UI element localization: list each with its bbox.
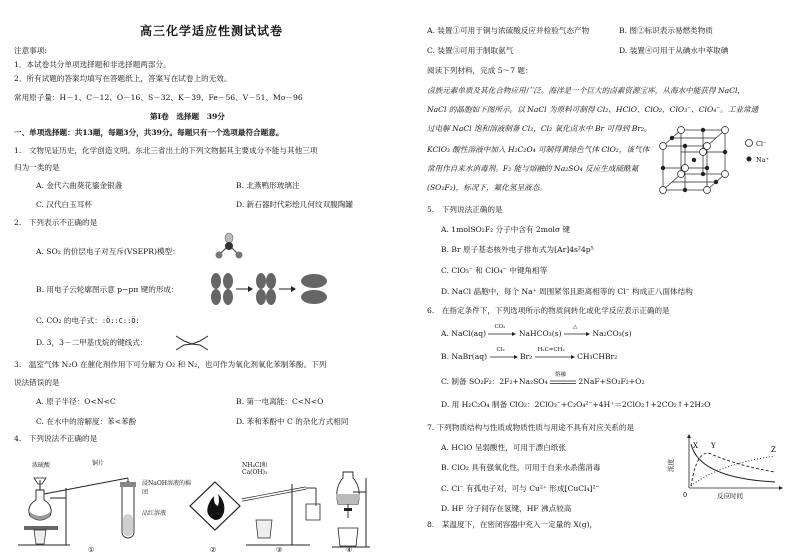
q8-stem: 8. 某温度下，在密闭容器中充入一定量的 X(g)， [427,520,598,529]
series-z-label: Z [771,446,776,454]
co2-electron-formula: :Ö::C::Ö: [101,317,140,325]
q2-option-a: A. SO₂ 的价层电子对互斥(VSEPR)模型： [36,247,180,256]
q2-option-c-label: C. CO₂ 的电子式： [36,316,102,325]
apparatus-number-3: ③ [276,546,283,554]
q3-option-c: C. 在水中的溶解度：苯<苯酚 [36,417,137,426]
q6-b-product: CH₃CHBr₂ [577,352,618,361]
q6-c-condition [550,372,576,386]
apparatus-number-1: ① [88,546,95,554]
q2-option-b: B. 用电子云轮廓图示意 p−pπ 键的形成： [36,285,179,294]
nacl-unit-cell-image [659,126,739,196]
notice-header: 注意事项: [14,46,47,55]
q6-c-condition-label: 熔融 [554,372,566,378]
label-copper: 铜片 [92,460,105,467]
q6-b-reactant: B. NaBr(aq) [441,352,488,361]
section-title: 第Ⅰ卷 选择题 39分 [150,112,225,121]
q1-option-b: B. 北燕鸭形玻璃注 [236,181,300,190]
q6-a-arrow-2 [564,324,590,338]
q6-stem: 6. 在指定条件下，下列选项所示的物质间转化或化学反应表示正确的是 [427,306,670,315]
q6-option-d: D. 用 H₂C₂O₄ 制备 ClO₂：2ClO₃⁻+C₂O₄²⁻+4H⁺＝2ClO₂↑+2CO₂↑+2H₂O [441,400,711,409]
exam-title: 高三化学适应性测试试卷 [140,24,284,38]
q2-option-d: D. 3，3－二甲基戊烷的键线式： [36,338,148,347]
label-nh4cl-caoh2: NH₄Cl和Ca(OH)₂ [242,462,268,476]
q6-b-arrow-1 [490,347,518,361]
na-legend-marker [744,154,754,164]
q1-stem-line2: 归为一类的是 [14,163,60,172]
series-x-label: X [693,442,698,450]
atomic-masses: 常用原子量：H－1、C－12、O－16、S－32、K－39、Fe－56、V－51、Mo－96 [14,93,303,102]
x-axis-title: 反应时间 [717,492,743,500]
y-axis-title: 浓度 [667,459,675,472]
q3-option-a: A. 原子半径：O<N<C [36,397,116,406]
apparatus-number-4: ④ [346,546,353,554]
q6-option-a [441,324,632,339]
q7-option-b: B. ClO₂ 具有强氧化性，可用于自来水杀菌消毒 [441,463,601,472]
q2-stem: 2. 下列表示不正确的是 [14,218,98,227]
q6-b-arrow-1-label: Cl₂ [496,347,505,353]
skeletal-formula-image [174,332,210,352]
label-conc-sulfuric-acid: 浓硫酸 [32,462,51,469]
label-fuchsin: 品红溶液 [142,510,167,517]
q5-option-d: D. NaCl 晶胞中，每个 Na⁺ 周围紧邻且距离相等的 Cl⁻ 构成正八面体结构 [441,287,693,296]
q6-a-product: Na₂CO₃(s) [592,329,632,338]
so2-vsepr-model-image [212,232,246,262]
flammable-hazard-icon [190,482,240,530]
x-axis-arrow [779,486,783,490]
origin-label: 0 [683,491,688,499]
q6-c-products: 2NaF+SO₂F₂+O₂ [578,377,645,386]
q3-option-d: D. 苯和苯酚中 C 的杂化方式相同 [236,417,349,426]
q6-b-arrow-2 [535,347,575,361]
q7-option-a: A. HClO 呈弱酸性，可用于漂白纸张 [441,443,566,452]
apparatus-1-test-tube [120,482,136,538]
q1-option-a: A. 金代六曲葵花鎏金银盏 [36,181,123,190]
passage-line-3: 过电解 NaCl 饱和溶液制备 Cl₂，Cl₂ 氧化卤水中 Br 可得到 Br₂。 [427,124,652,133]
apparatus-1-flask [18,478,128,545]
q4-option-d: D. 装置④可用于从碘水中萃取碘 [619,46,729,55]
q5-option-a: A. 1molSO₂F₂ 分子中含有 2molσ 键 [441,225,571,234]
na-legend-label: Na⁺ [756,156,769,164]
passage-line-1: 卤族元素单质及其化合物应用广泛。海洋是一个巨大的卤素资源宝库，从海水中能获得 NaCl， [427,86,745,95]
q7-stem: 7. 下列物质结构与性质或物质性质与用途不具有对应关系的是 [427,423,635,432]
series-x-line [691,444,775,482]
y-axis-arrow [687,434,691,438]
q4-stem: 4. 下列说法不正确的是 [14,434,98,443]
q1-stem-line1: 1. 文物见证历史，化学创造文明。东北三省出土的下列文物据其主要成分不能与其他三项 [14,146,318,155]
q5-option-b: B. Br 原子基态核外电子排布式为[Ar]4s²4p⁵ [441,245,594,254]
q3-stem-line1: 3. 温室气体 N₂O 在催化剂作用下可分解为 O₂ 和 N₂，也可作为氧化剂氧化苯制苯酚。下列 [14,360,327,369]
q6-option-b [441,347,618,362]
apparatus-drawing [10,448,390,558]
cl-legend-label: Cl⁻ [756,140,767,148]
passage-line-6: (SO₂F₂)，标况下，氟化氢呈液态。 [427,183,547,192]
apparatus-number-2: ② [210,546,217,554]
q5-stem: 5. 下列说法正确的是 [427,205,503,214]
section-instruction: 一、单项选择题：共13题，每题3分，共39分。每题只有一个选项最符合题意。 [14,128,284,137]
q4-option-c: C. 装置③可用于制取氨气 [427,46,514,55]
q6-b-arrow-2-label: H₂C=CH₂ [537,347,565,353]
passage-line-2: NaCl 的晶胞如下图所示。以 NaCl 为原料可制得 Cl₂、HClO、ClO₂、ClO₃⁻、ClO₄⁻。工业常通 [427,105,759,114]
concentration-time-chart [667,432,785,502]
q2-option-c [36,316,140,326]
q6-c-reactants: C. 制备 SO₂F₂：2F₂+Na₂SO₄ [441,377,548,386]
chart-plot-area [667,434,783,500]
apparatus-4-separatory-funnel [332,472,370,547]
q3-option-b: B. 第一电离能：C<N<O [236,397,324,406]
q6-option-c [441,372,645,387]
passage-line-4: KClO₃ 酸性溶液中加入 H₂C₂O₄ 可制得黄绿色气体 ClO₂，该气体 [427,145,650,154]
q6-a-arrow-2-label: △ [573,324,578,330]
apparatus-3-ammonia-setup [242,484,320,545]
notice-2: 2．所有试题的答案均填写在答题纸上，答案写在试卷上的无效。 [14,74,232,83]
q4-option-b: B. 图②标识表示易燃类物质 [619,26,713,35]
q6-a-arrow-1 [488,324,516,338]
q7-option-c: C. Cl⁻ 有孤电子对，可与 Cu²⁺ 形成[CuCl₄]²⁻ [441,484,600,493]
q6-b-intermediate: Br₂ [519,352,533,361]
q5-option-c: C. ClO₃⁻ 和 ClO₄⁻ 中键角相等 [441,266,548,275]
q4-apparatus-figures [10,448,390,558]
q1-option-d: D. 新石器时代彩绘几何纹双腹陶罐 [236,200,353,209]
right-column [397,0,794,560]
passage-line-5: 常用作自来水消毒剂。F₂ 能与熔融的 Na₂SO₄ 反应生成硫酰氟 [427,164,639,173]
p-p-pi-bond-electron-cloud-image [206,272,336,306]
passage-intro: 阅读下列材料，完成 5～7 题： [427,66,533,75]
q3-stem-line2: 说法错误的是 [14,378,60,387]
series-y-label: Y [711,442,716,450]
q4-option-a: A. 装置①可用于铜与浓硫酸反应并检验气态产物 [427,26,590,35]
q7-option-d: D. HF 分子间存在氢键，HF 沸点较高 [441,504,572,513]
q1-option-c: C. 汉代白玉耳杯 [36,200,92,209]
cl-legend-marker [744,138,754,148]
label-naoh-cotton: 浸NaOH溶液的棉团 [142,480,191,496]
q6-a-arrow-1-label: CO₂ [494,324,506,330]
q6-a-intermediate: NaHCO₃(s) [518,329,562,338]
notice-1: 1．本试卷共分单项选择题和非选择题两部分。 [14,60,171,69]
q6-a-reactant: A. NaCl(aq) [441,329,487,338]
